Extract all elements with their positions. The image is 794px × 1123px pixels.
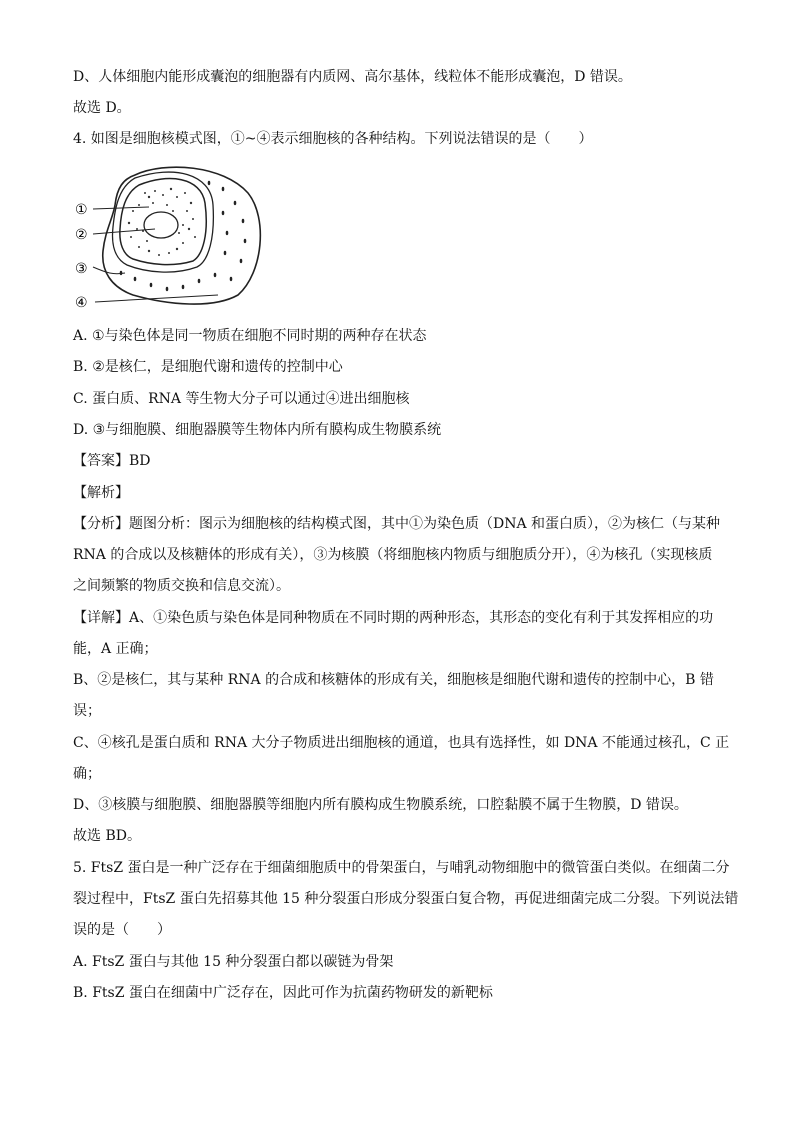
option-a: A. FtsZ 蛋白与其他 15 种分裂蛋白都以碳链为骨架 xyxy=(73,954,394,970)
cell-nucleus-figure xyxy=(73,163,273,313)
detail-paragraph: 误； xyxy=(73,703,101,719)
analysis-paragraph: RNA 的合成以及核糖体的形成有关），③为核膜（将细胞核内物质与细胞质分开），④为核孔（实现核质 xyxy=(73,547,713,563)
answer: 【答案】BD xyxy=(73,453,151,469)
detail-paragraph: 确； xyxy=(73,766,101,782)
label-3: ③ xyxy=(75,261,88,277)
question-5-stem: 误的是（ ） xyxy=(73,922,171,938)
question-4-stem: 4. 如图是细胞核模式图，①~④表示细胞核的各种结构。下列说法错误的是（ ） xyxy=(73,131,593,147)
option-c: C. 蛋白质、RNA 等生物大分子可以通过④进出细胞核 xyxy=(73,391,410,407)
question-5-stem: 裂过程中，FtsZ 蛋白先招募其他 15 种分裂蛋白形成分裂蛋白复合物，再促进细菌完成二分裂。下列说法错 xyxy=(73,891,739,907)
analysis-paragraph: 之间频繁的物质交换和信息交流）。 xyxy=(73,578,290,594)
option-b: B. FtsZ 蛋白在细菌中广泛存在，因此可作为抗菌药物研发的新靶标 xyxy=(73,985,493,1001)
detail-paragraph: 能，A 正确； xyxy=(73,641,158,657)
label-2: ② xyxy=(75,227,88,243)
detail-paragraph: 【详解】A、①染色质与染色体是同种物质在不同时期的两种形态，其形态的变化有利于其发挥相应的功 xyxy=(73,610,714,626)
analysis-paragraph: 【分析】题图分析：图示为细胞核的结构模式图，其中①为染色质（DNA 和蛋白质），②为核仁（与某种 xyxy=(73,516,721,532)
option-d: D. ③与细胞膜、细胞器膜等生物体内所有膜构成生物膜系统 xyxy=(73,422,442,438)
conclusion: 故选 BD。 xyxy=(73,828,141,844)
option-b: B. ②是核仁，是细胞代谢和遗传的控制中心 xyxy=(73,359,343,375)
detail-paragraph: C、④核孔是蛋白质和 RNA 大分子物质进出细胞核的通道，也具有选择性，如 DNA 不能通过核孔，C 正 xyxy=(73,735,730,751)
label-1: ① xyxy=(75,202,88,218)
text-line: D、人体细胞内能形成囊泡的细胞器有内质网、高尔基体，线粒体不能形成囊泡，D 错误。 xyxy=(73,69,632,85)
analysis-heading: 【解析】 xyxy=(73,485,129,501)
label-4: ④ xyxy=(75,295,88,311)
detail-paragraph: D、③核膜与细胞膜、细胞器膜等细胞内所有膜构成生物膜系统，口腔黏膜不属于生物膜，D 错误。 xyxy=(73,797,688,813)
option-a: A. ①与染色体是同一物质在细胞不同时期的两种存在状态 xyxy=(73,328,427,344)
question-5-stem: 5. FtsZ 蛋白是一种广泛存在于细菌细胞质中的骨架蛋白，与哺乳动物细胞中的微管蛋白类似。在细菌二分 xyxy=(73,860,730,876)
detail-paragraph: B、②是核仁，其与某种 RNA 的合成和核糖体的形成有关，细胞核是细胞代谢和遗传的控制中心，B 错 xyxy=(73,672,714,688)
text-line: 故选 D。 xyxy=(73,100,131,116)
